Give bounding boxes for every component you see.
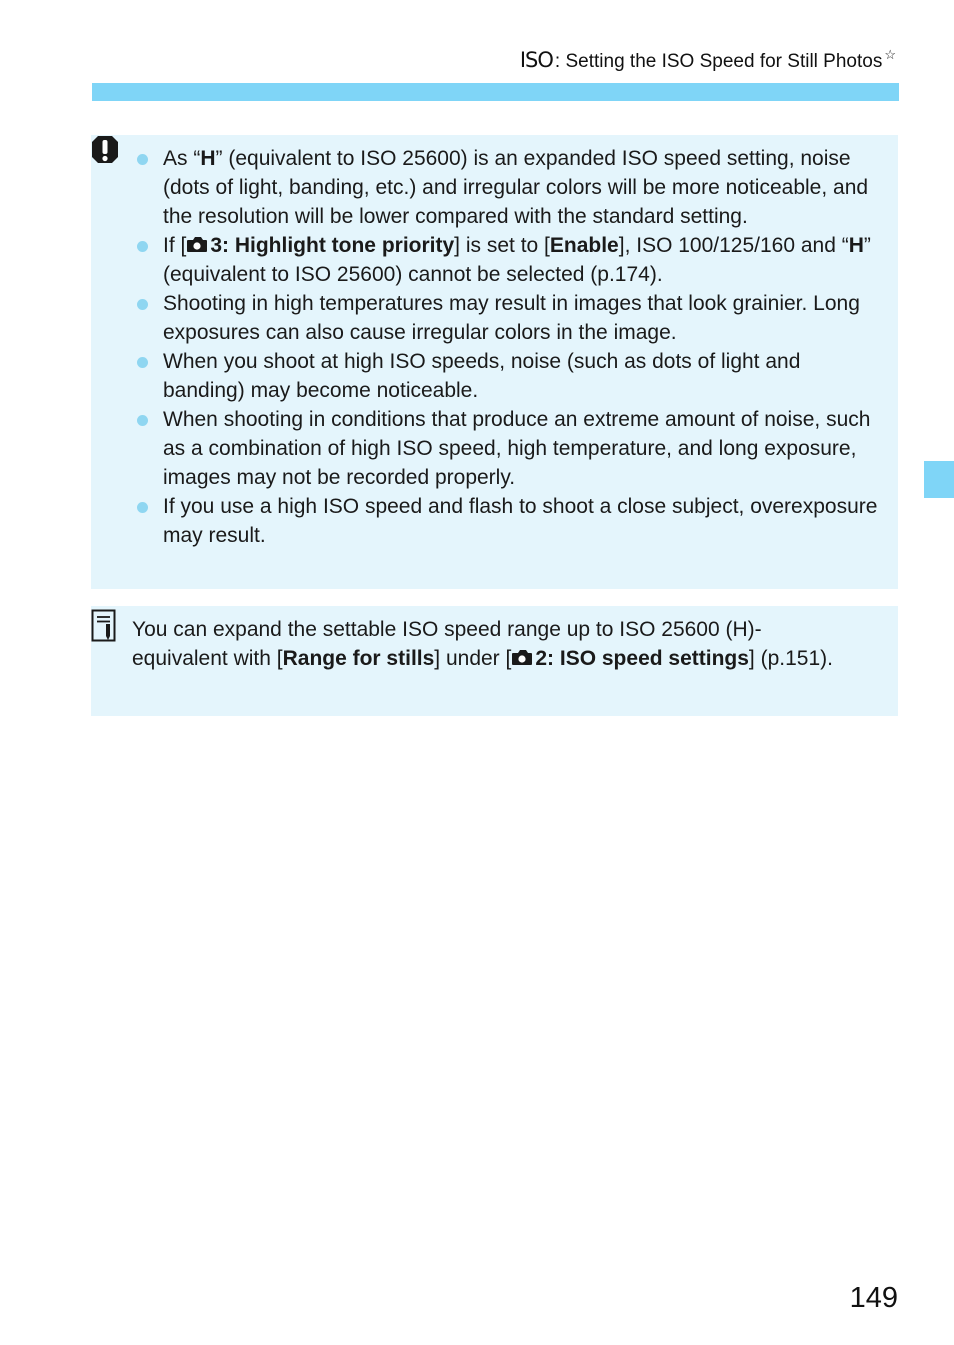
caution-list <box>135 144 880 550</box>
note-box <box>91 606 898 716</box>
caution-item: If [ 3: Highlight tone priority] is set to [Enable], ISO 100/125/160 and “H” (equivalent to ISO 25600) cannot be selected (p.174). <box>135 231 880 289</box>
camera-shooting-icon <box>186 236 208 253</box>
iso-symbol: ISO <box>519 48 553 72</box>
header-title: : Setting the ISO Speed for Still Photos <box>554 51 883 72</box>
memo-pencil-icon <box>91 609 117 642</box>
caution-box <box>91 135 898 589</box>
caution-item: When you shoot at high ISO speeds, noise (such as dots of light and banding) may become noticeable. <box>135 347 880 405</box>
bullet-icon <box>137 154 148 165</box>
page-number: 149 <box>849 1282 898 1314</box>
bullet-icon <box>137 357 148 368</box>
camera-shooting-icon <box>511 649 533 666</box>
caution-item: When shooting in conditions that produce an extreme amount of noise, such as a combination of high ISO speed, high temperature, and long exposure, images may not be recorded properly. <box>135 405 880 492</box>
bullet-icon <box>137 502 148 513</box>
star-icon: ☆ <box>884 47 896 62</box>
note-text: You can expand the settable ISO speed range up to ISO 25600 (H)-equivalent with [Range for stills] under [ 2: ISO speed settings] (p.151). <box>132 618 833 670</box>
page-header <box>520 48 896 73</box>
header-bar <box>92 83 899 101</box>
chapter-side-tab <box>924 461 954 498</box>
caution-item: As “H” (equivalent to ISO 25600) is an expanded ISO speed setting, noise (dots of light, banding, etc.) and irregular colors will be more noticeable, and the resolution will be lower compared with the standard setting. <box>135 144 880 231</box>
caution-item: Shooting in high temperatures may result in images that look grainier. Long exposures can also cause irregular colors in the image. <box>135 289 880 347</box>
bullet-icon <box>137 241 148 252</box>
bullet-icon <box>137 415 148 426</box>
caution-item: If you use a high ISO speed and flash to shoot a close subject, overexposure may result. <box>135 492 880 550</box>
bullet-icon <box>137 299 148 310</box>
caution-exclamation-icon <box>91 135 119 165</box>
